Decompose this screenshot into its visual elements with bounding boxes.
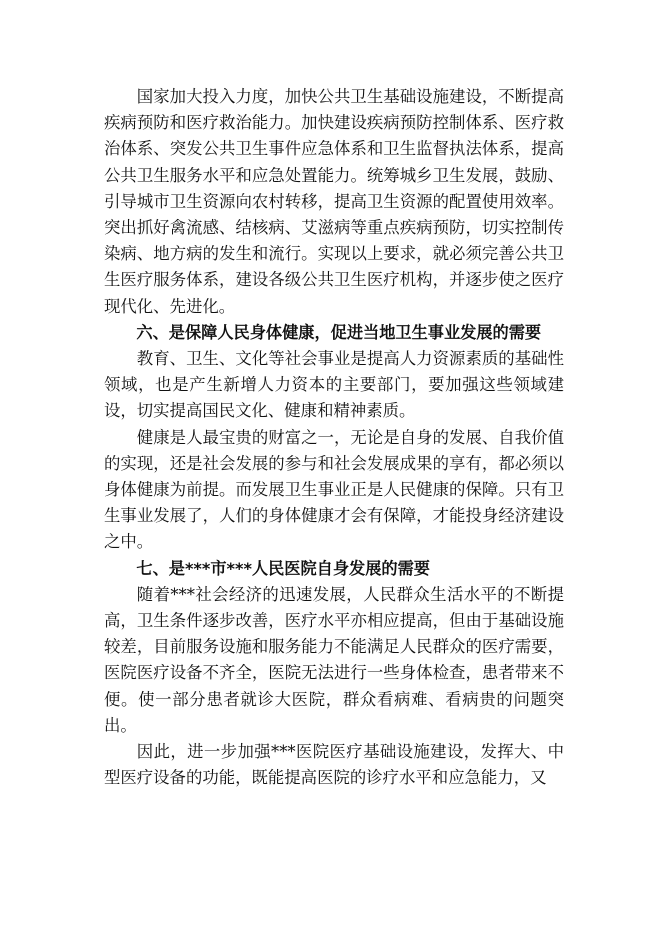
document-body (104, 84, 564, 791)
body-paragraph: 健康是人最宝贵的财富之一，无论是自身的发展、自我价值的实现，还是社会发展的参与和社会发展成果的享有，都必须以身体健康为前提。而发展卫生事业正是人民健康的保障。只有卫生事业发展了，人们的身体健康才会有保障，才能投身经济建设之中。 (104, 427, 564, 552)
body-paragraph: 随着***社会经济的迅速发展，人民群众生活水平的不断提高，卫生条件逐步改善，医疗水平亦相应提高，但由于基础设施较差，目前服务设施和服务能力不能满足人民群众的医疗需要，医院医疗设备不齐全，医院无法进行一些身体检查，患者带来不便。使一部分患者就诊大医院，群众看病难、看病贵的问题突出。 (104, 584, 564, 735)
body-paragraph: 国家加大投入力度，加快公共卫生基础设施建设，不断提高疾病预防和医疗救治能力。加快建设疾病预防控制体系、医疗救治体系、突发公共卫生事件应急体系和卫生监督执法体系，提高公共卫生服务水平和应急处置能力。统筹城乡卫生发展，鼓励、引导城市卫生资源向农村转移，提高卫生资源的配置使用效率。突出抓好禽流感、结核病、艾滋病等重点疾病预防，切实控制传染病、地方病的发生和流行。实现以上要求，就必须完善公共卫生医疗服务体系，建设各级公共卫生医疗机构，并逐步使之医疗现代化、先进化。 (104, 87, 564, 316)
body-paragraph: 因此，进一步加强***医院医疗基础设施建设，发挥大、中型医疗设备的功能，既能提高医院的诊疗水平和应急能力，又 (104, 742, 564, 788)
section-heading-6: 六、是保障人民身体健康，促进当地卫生事业发展的需要 (136, 322, 542, 342)
section-heading-7: 七、是***市***人民医院自身发展的需要 (136, 558, 430, 578)
body-paragraph: 教育、卫生、文化等社会事业是提高人力资源素质的基础性领域，也是产生新增人力资本的主要部门，要加强这些领域建设，切实提高国民文化、健康和精神素质。 (104, 349, 564, 421)
